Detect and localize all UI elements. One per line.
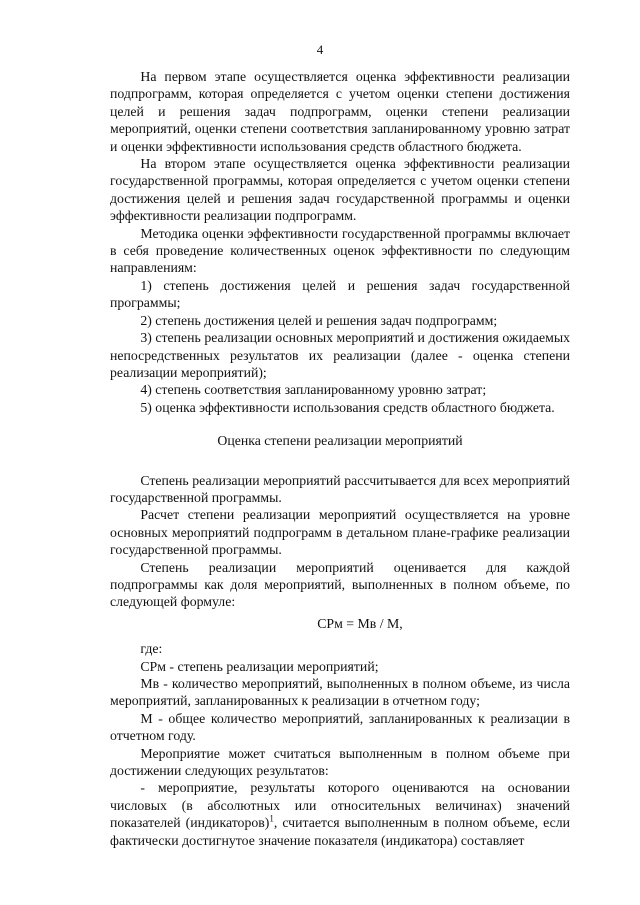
definition: Мв - количество мероприятий, выполненных в полном объеме, из числа мероприятий, запланированных к реализации в отчетном году; [110,676,570,709]
paragraph: Расчет степени реализации мероприятий осуществляется на уровне основных мероприятий подпрограмм в детальном плане-графике реализации государственной программы. [110,507,570,558]
footnote-marker[interactable]: 1 [269,813,274,824]
list-item: 3) степень реализации основных мероприятий и достижения ожидаемых непосредственных результатов их реализации (далее - оценка степени реализации мероприятий); [110,330,570,380]
paragraph: На втором этапе осуществляется оценка эффективности реализации государственной программы, которая определяется с учетом оценки степени достижения целей и решения задач государственной программы и оценки эффективности реализации подпрограмм. [110,156,570,224]
list-item: 4) степень соответствия запланированному уровню затрат; [140,382,487,398]
paragraph: На первом этапе осуществляется оценка эффективности реализации подпрограмм, которая определяется с учетом оценки степени достижения целей и решения задач подпрограмм, оценки степени реализации мероприятий, оценки степени соответствия запланированному уровню затрат и оценки эффективности использования средств областного бюджета. [110,69,570,154]
list-item: 2) степень достижения целей и решения задач подпрограмм; [140,312,498,328]
document-body [110,68,570,849]
where-label: где: [140,641,163,657]
paragraph: Степень реализации мероприятий рассчитывается для всех мероприятий государственной программы. [110,472,570,505]
paragraph-text: , считается выполненным в полном объеме, если фактически достигнутое значение показателя (индикатора) составляет [110,815,570,848]
definition: М - общее количество мероприятий, запланированных к реализации в отчетном году. [110,710,570,744]
page-number: 4 [316,42,324,57]
paragraph: Степень реализации мероприятий оценивается для каждой подпрограммы как доля мероприятий, выполненных в полном объеме, по следующей формуле: [110,559,570,610]
list-item: 1) степень достижения целей и решения задач государственной программы; [110,277,570,311]
paragraph-text: - мероприятие, результаты которого оцениваются на основании числовых (в абсолютных или относительных величинах) значений показателей (индикаторов) [110,780,570,831]
section-heading: Оценка степени реализации мероприятий [217,433,463,449]
paragraph: Методика оценки эффективности государственной программы включает в себя проведение количественных оценок эффективности по следующим направлениям: [110,225,570,276]
paragraph: Мероприятие может считаться выполненным в полном объеме при достижении следующих результатов: [110,745,570,779]
paragraph-with-footnote [110,779,570,849]
definition: СРм - степень реализации мероприятий; [140,658,379,674]
formula: СРм = Мв / М, [317,615,403,631]
list-item: 5) оценка эффективности использования средств областного бюджета. [140,399,555,415]
